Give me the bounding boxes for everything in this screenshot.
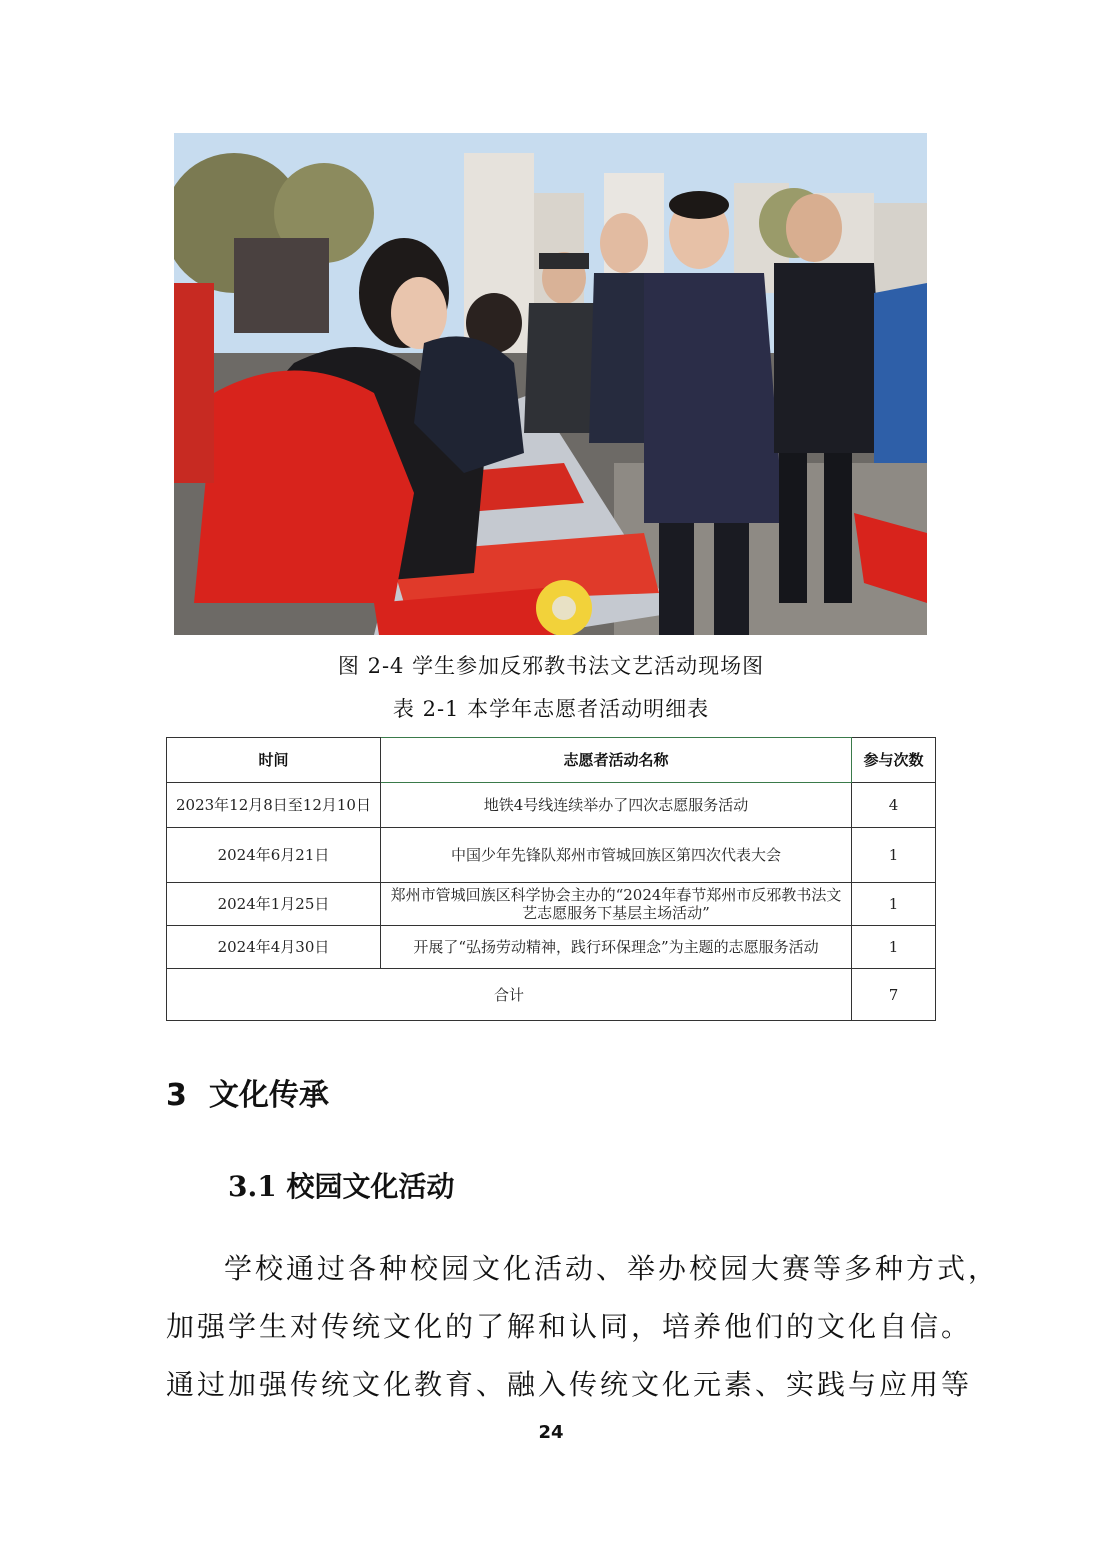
cell-date: 2024年6月21日 <box>167 828 381 883</box>
cell-date: 2023年12月8日至12月10日 <box>167 783 381 828</box>
total-label: 合计 <box>167 969 852 1021</box>
body-paragraph <box>166 1240 1000 1414</box>
page-number: 24 <box>538 1422 564 1443</box>
table-row <box>167 783 936 828</box>
cell-count: 1 <box>852 828 936 883</box>
table-row <box>167 883 936 926</box>
event-photo <box>174 133 927 635</box>
cell-count: 1 <box>852 883 936 926</box>
paragraph-line: 加强学生对传统文化的了解和认同，培养他们的文化自信。 <box>166 1310 973 1343</box>
section-title: 文化传承 <box>208 1078 329 1113</box>
table-header-row <box>167 738 936 783</box>
table-row <box>167 926 936 969</box>
cell-date: 2024年1月25日 <box>167 883 381 926</box>
header-date: 时间 <box>167 738 381 783</box>
figure-caption: 图 2-4 学生参加反邪教书法文艺活动现场图 <box>337 654 765 678</box>
section-number: 3 <box>166 1078 187 1113</box>
table-total-row <box>167 969 936 1021</box>
paragraph-line: 学校通过各种校园文化活动、举办校园大赛等多种方式， <box>224 1252 1000 1285</box>
cell-activity-name: 地铁4号线连续举办了四次志愿服务活动 <box>381 783 852 828</box>
table-row <box>167 828 936 883</box>
paragraph-line: 通过加强传统文化教育、融入传统文化元素、实践与应用等 <box>166 1368 973 1401</box>
cell-activity-name: 郑州市管城回族区科学协会主办的“2024年春节郑州市反邪教书法文艺志愿服务下基层主场活动” <box>381 883 852 926</box>
cell-activity-name: 开展了“弘扬劳动精神，践行环保理念”为主题的志愿服务活动 <box>381 926 852 969</box>
section-heading <box>166 1070 329 1114</box>
total-value: 7 <box>852 969 936 1021</box>
table-caption: 表 2-1 本学年志愿者活动明细表 <box>392 697 710 721</box>
volunteer-activity-table <box>166 737 936 1021</box>
calligraphy-event-photo-icon <box>174 133 927 635</box>
subsection-heading: 3.1 校园文化活动 <box>228 1170 455 1203</box>
header-activity-name: 志愿者活动名称 <box>381 738 852 783</box>
cell-count: 1 <box>852 926 936 969</box>
cell-date: 2024年4月30日 <box>167 926 381 969</box>
header-count: 参与次数 <box>852 738 936 783</box>
cell-activity-name: 中国少年先锋队郑州市管城回族区第四次代表大会 <box>381 828 852 883</box>
cell-count: 4 <box>852 783 936 828</box>
